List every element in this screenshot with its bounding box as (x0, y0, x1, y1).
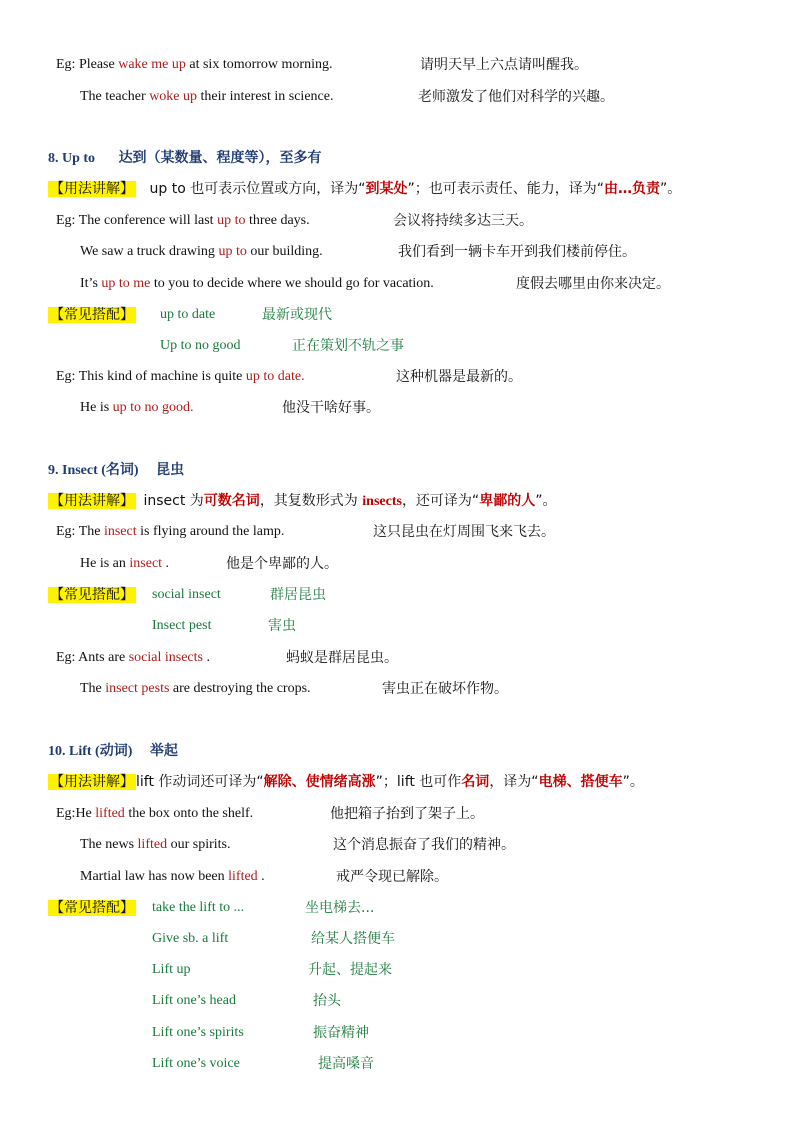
example-sentence: It’s up to me to you to decide where we should go for vacation. (80, 276, 434, 291)
example-sentence: The news lifted our spirits. (80, 837, 231, 852)
collocation-meaning: 升起、提起来 (308, 962, 392, 978)
section-meaning: 昆虫 (156, 462, 185, 478)
collocation-phrase: Lift one’s head (152, 993, 236, 1008)
example-translation: 会议将持续多达三天。 (393, 213, 533, 229)
collocation-phrase: up to date (160, 307, 216, 322)
collocation-phrase: Lift one’s voice (152, 1056, 240, 1071)
example-translation: 蚂蚁是群居昆虫。 (286, 650, 398, 666)
usage-tag: 【用法讲解】 (50, 774, 134, 790)
example-text: Eg: Please (56, 57, 119, 72)
collocation-tag: 【常见搭配】 (50, 900, 134, 916)
collocation-meaning: 给某人搭便车 (311, 931, 395, 947)
example-translation: 度假去哪里由你来决定。 (516, 276, 670, 292)
example-text: The teacher (80, 89, 150, 104)
section-heading (48, 461, 184, 480)
section-number: 8. Up to (48, 151, 96, 166)
example-sentence: He is an insect . (80, 556, 170, 571)
example-translation: 戒严令现已解除。 (336, 869, 448, 885)
example-sentence: The insect pests are destroying the crops. (80, 681, 311, 696)
example-sentence (80, 88, 333, 106)
usage-note: 【用法讲解】 insect 为可数名词，其复数形式为 insects，还可译为“卑鄙的人”。 (50, 493, 557, 509)
collocation-meaning: 群居昆虫 (270, 587, 326, 603)
example-sentence: Eg:He lifted the box onto the shelf. (56, 806, 254, 821)
usage-note: 【用法讲解】 up to 也可表示位置或方向，译为“到某处”；也可表示责任、能力，译为“由…负责”。 (50, 181, 682, 197)
collocation-tag: 【常见搭配】 (50, 587, 134, 603)
highlight-phrase: wake me up (118, 57, 186, 72)
section-number: 10. Lift (动词) (48, 744, 133, 759)
collocation-tag: 【常见搭配】 (50, 307, 134, 323)
example-translation: 这只昆虫在灯周围飞来飞去。 (373, 524, 555, 540)
example-sentence: We saw a truck drawing up to our building. (80, 244, 323, 259)
example-translation: 我们看到一辆卡车开到我们楼前停住。 (398, 244, 636, 260)
highlight-phrase: woke up (149, 89, 198, 104)
example-text: at six tomorrow morning. (185, 57, 333, 72)
example-translation: 这个消息振奋了我们的精神。 (333, 837, 515, 853)
usage-tag: 【用法讲解】 (50, 181, 134, 197)
collocation-meaning: 振奋精神 (313, 1025, 369, 1041)
example-sentence (56, 56, 332, 74)
collocation-row (48, 586, 136, 605)
collocation-phrase: take the lift to ... (152, 900, 245, 915)
section-number: 9. Insect (名词) (48, 463, 139, 478)
example-translation: 他是个卑鄙的人。 (226, 556, 338, 572)
collocation-meaning: 提高嗓音 (318, 1056, 374, 1072)
usage-tag: 【用法讲解】 (50, 493, 134, 509)
example-translation: 他把箱子抬到了架子上。 (330, 806, 484, 822)
collocation-phrase: Lift one’s spirits (152, 1025, 244, 1040)
collocation-phrase: Give sb. a lift (152, 931, 229, 946)
example-translation: 他没干啥好事。 (282, 400, 380, 416)
collocation-phrase: social insect (152, 587, 221, 602)
collocation-phrase: Lift up (152, 962, 191, 977)
collocation-meaning: 最新或现代 (262, 307, 332, 323)
collocation-meaning: 正在策划不轨之事 (292, 338, 404, 354)
example-sentence: Eg: This kind of machine is quite up to date. (56, 369, 305, 384)
example-text: their interest in science. (197, 89, 334, 104)
collocation-meaning: 害虫 (268, 618, 296, 634)
collocation-phrase: Insect pest (152, 618, 212, 633)
example-translation: 害虫正在破坏作物。 (382, 681, 508, 697)
collocation-row (48, 306, 136, 325)
section-heading (48, 742, 178, 761)
collocation-row (48, 899, 136, 918)
section-meaning: 举起 (149, 743, 178, 759)
example-sentence: Eg: Ants are social insects . (56, 650, 210, 665)
example-translation: 请明天早上六点请叫醒我。 (420, 57, 588, 73)
section-heading (48, 149, 322, 168)
example-sentence: Eg: The insect is flying around the lamp. (56, 524, 285, 539)
example-translation: 老师激发了他们对科学的兴趣。 (418, 89, 614, 105)
collocation-meaning: 坐电梯去... (305, 900, 375, 916)
example-sentence: Martial law has now been lifted . (80, 869, 265, 884)
example-sentence: He is up to no good. (80, 400, 194, 415)
collocation-meaning: 抬头 (313, 993, 341, 1009)
example-translation: 这种机器是最新的。 (396, 369, 522, 385)
section-meaning: 达到（某数量、程度等），至多有 (118, 150, 322, 166)
example-sentence: Eg: The conference will last up to three days. (56, 213, 310, 228)
collocation-phrase: Up to no good (160, 338, 241, 353)
usage-note: 【用法讲解】 lift 作动词还可译为“解除、使情绪高涨”；lift 也可作名词，译为“电梯、搭便车”。 (50, 774, 644, 790)
